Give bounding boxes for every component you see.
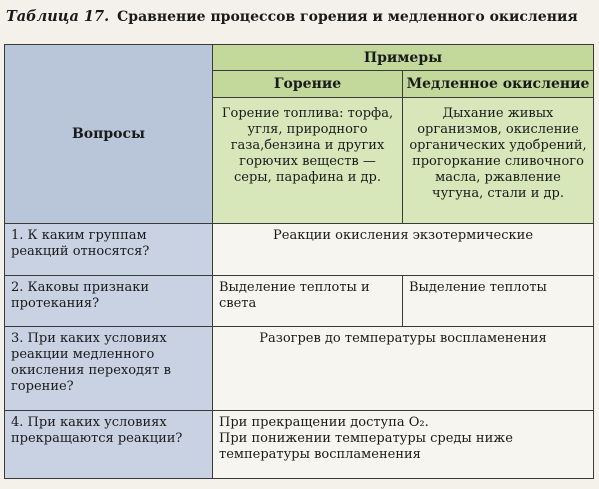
slow-oxidation-examples-cell [403, 98, 594, 224]
combustion-header: Горение [213, 71, 403, 98]
answer-cell [403, 276, 594, 327]
question-3: 3. При каких условиях реакции медленного окисления переходят в горение? [11, 331, 171, 394]
answer-cell [213, 327, 594, 411]
question-cell [5, 276, 213, 327]
answer-cell [213, 224, 594, 276]
question-cell [5, 327, 213, 411]
table-row [5, 224, 594, 276]
comparison-table [4, 44, 594, 479]
table-row [5, 411, 594, 479]
answer-2-slow: Выделение теплоты [409, 280, 547, 295]
answer-cell [213, 276, 403, 327]
question-4: 4. При каких условиях прекращаются реакции? [11, 415, 183, 446]
answer-4-line2: При понижении температуры среды ниже температуры воспламенения [219, 431, 513, 462]
table-row [5, 327, 594, 411]
examples-header: Примеры [213, 45, 594, 71]
slow-oxidation-examples: Дыхание живых организмов, окисление органических удобрений, прогоркание сливочного масла, ржавление чугуна, стали и др. [409, 106, 587, 201]
combustion-examples-cell [213, 98, 403, 224]
slow-oxidation-header: Медленное окисление [403, 71, 594, 98]
answer-cell [213, 411, 594, 479]
table-row [5, 276, 594, 327]
question-cell [5, 411, 213, 479]
answer-4-line1: При прекращении доступа O₂. [219, 415, 429, 430]
answer-3: Разогрев до температуры воспламенения [259, 331, 547, 346]
answer-2-combustion: Выделение теплоты и света [219, 280, 370, 311]
question-cell [5, 224, 213, 276]
questions-header: Вопросы [5, 45, 213, 224]
question-2: 2. Каковы признаки протекания? [11, 280, 150, 311]
table-title: Сравнение процессов горения и медленного окисления [117, 9, 578, 25]
table-number: Таблица 17. [6, 8, 110, 25]
answer-1: Реакции окисления экзотермические [273, 228, 534, 243]
combustion-examples: Горение топлива: торфа, угля, природного газа,бензина и других горючих веществ — серы, парафина и др. [221, 106, 394, 185]
table-caption [6, 4, 594, 30]
question-1: 1. К каким группам реакций относятся? [11, 228, 150, 259]
